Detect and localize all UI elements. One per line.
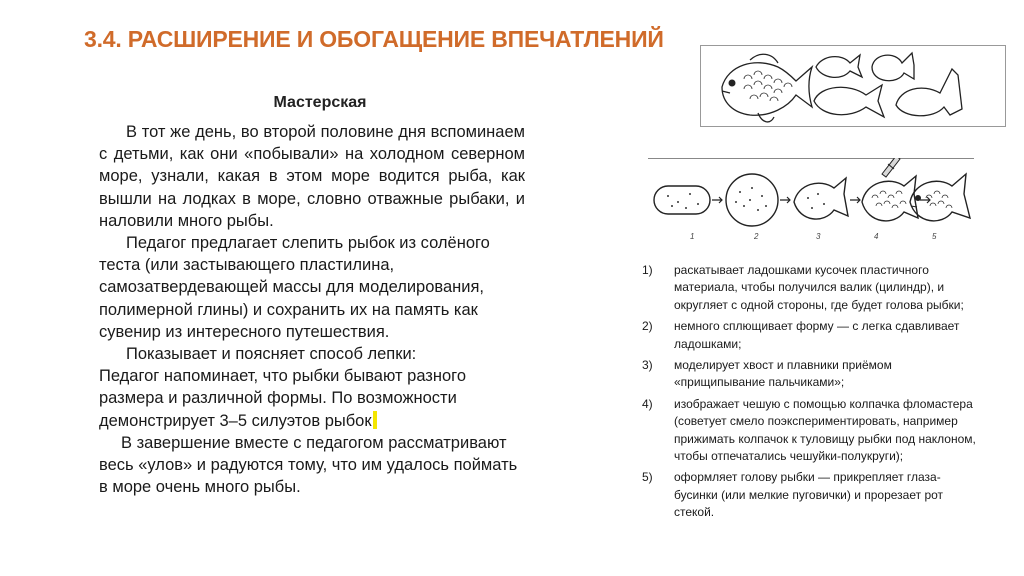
fish-eye xyxy=(729,80,736,87)
marker-cap-tool xyxy=(882,158,900,177)
arrow-4 xyxy=(920,197,930,203)
list-item xyxy=(642,396,982,466)
arrow-1 xyxy=(712,197,722,203)
paragraph-conclusion: В завершение вместе с педагогом рассматривают весь «улов» и радуются тому, что им удалось поймать в море очень много рыбы. xyxy=(99,433,518,497)
list-item xyxy=(642,357,982,392)
step-3-fins xyxy=(794,178,848,219)
fish-outline-fancy xyxy=(896,69,962,116)
list-item xyxy=(642,262,982,314)
fish-outline-small xyxy=(816,55,862,77)
step-number-5: 5 xyxy=(932,232,937,241)
step-index: 3) xyxy=(642,358,653,373)
step-number-labels xyxy=(648,232,974,246)
fish-mouth xyxy=(722,91,730,93)
body-text xyxy=(99,121,525,498)
list-item xyxy=(642,318,982,353)
fish-outline-long xyxy=(814,85,884,117)
sculpting-steps-list xyxy=(642,262,982,526)
step-index: 4) xyxy=(642,396,653,411)
step-number-1: 1 xyxy=(690,232,695,241)
paragraph-proposal: Педагог предлагает слепить рыбок из солёного теста (или застывающего пластилина, самозатвердевающей массы для моделирования, полимерной глины) и сохранить их на память как сувенир из интересного путешествия. xyxy=(99,234,490,341)
step-5-finished-fish xyxy=(910,174,970,221)
fish-silhouettes-illustration xyxy=(700,45,1006,127)
paragraph-memory: В тот же день, во второй половине дня вспоминаем с детьми, как они «побывали» на холодном северном море, узнали, какая в этом море водится рыба, как вышли на лодках в море, словно отважные рыбаки, и наловили много рыбы. xyxy=(99,123,525,230)
section-subtitle: Мастерская xyxy=(273,94,367,111)
scaled-fish-drawing xyxy=(722,54,812,122)
text-cursor-highlight xyxy=(373,411,377,429)
slide-title: 3.4. РАСШИРЕНИЕ И ОБОГАЩЕНИЕ ВПЕЧАТЛЕНИЙ xyxy=(84,26,664,52)
step-text: оформляет голову рыбки — прикрепляет глаза-бусинки (или мелкие пуговички) и прорезает рот стекой. xyxy=(674,470,944,520)
step-2-flattened-ball xyxy=(726,174,778,226)
step-text: раскатывает ладошками кусочек пластичного материала, чтобы получился валик (цилиндр), и округляет с одной стороны, где будет голова рыбки; xyxy=(674,263,964,312)
step-number-4: 4 xyxy=(874,232,879,241)
paragraph-reminder xyxy=(99,365,525,432)
paragraph-method: Показывает и поясняет способ лепки: xyxy=(126,345,417,364)
paragraph-reminder-text: Педагог напоминает, что рыбки бывают разного размера и различной формы. По возможности демонстрирует 3–5 силуэтов рыбок xyxy=(99,367,466,430)
fish-outline-round xyxy=(872,53,914,81)
arrow-3 xyxy=(850,197,860,203)
fish-scales xyxy=(744,71,792,101)
step-text: немного сплющивает форму — с легка сдавливает ладошками; xyxy=(674,319,960,351)
step-index: 2) xyxy=(642,319,653,334)
step-4-scales xyxy=(862,176,918,221)
step-text: моделирует хвост и плавники приёмом «прищипывание пальчиками»; xyxy=(674,358,892,390)
step-index: 1) xyxy=(642,263,653,277)
arrow-2 xyxy=(780,197,790,203)
list-item xyxy=(642,469,982,521)
step-1-cylinder xyxy=(654,186,710,214)
step-index: 5) xyxy=(642,470,653,485)
step-text: изображает чешую с помощью колпачка фломастера (советует смело поэкспериментировать, например прижимать колпачок к туловищу рыбки под наклоном, чтобы отпечатались чешуйки-полукруги); xyxy=(674,396,976,464)
step-number-2: 2 xyxy=(754,232,759,241)
step-number-3: 3 xyxy=(816,232,821,241)
